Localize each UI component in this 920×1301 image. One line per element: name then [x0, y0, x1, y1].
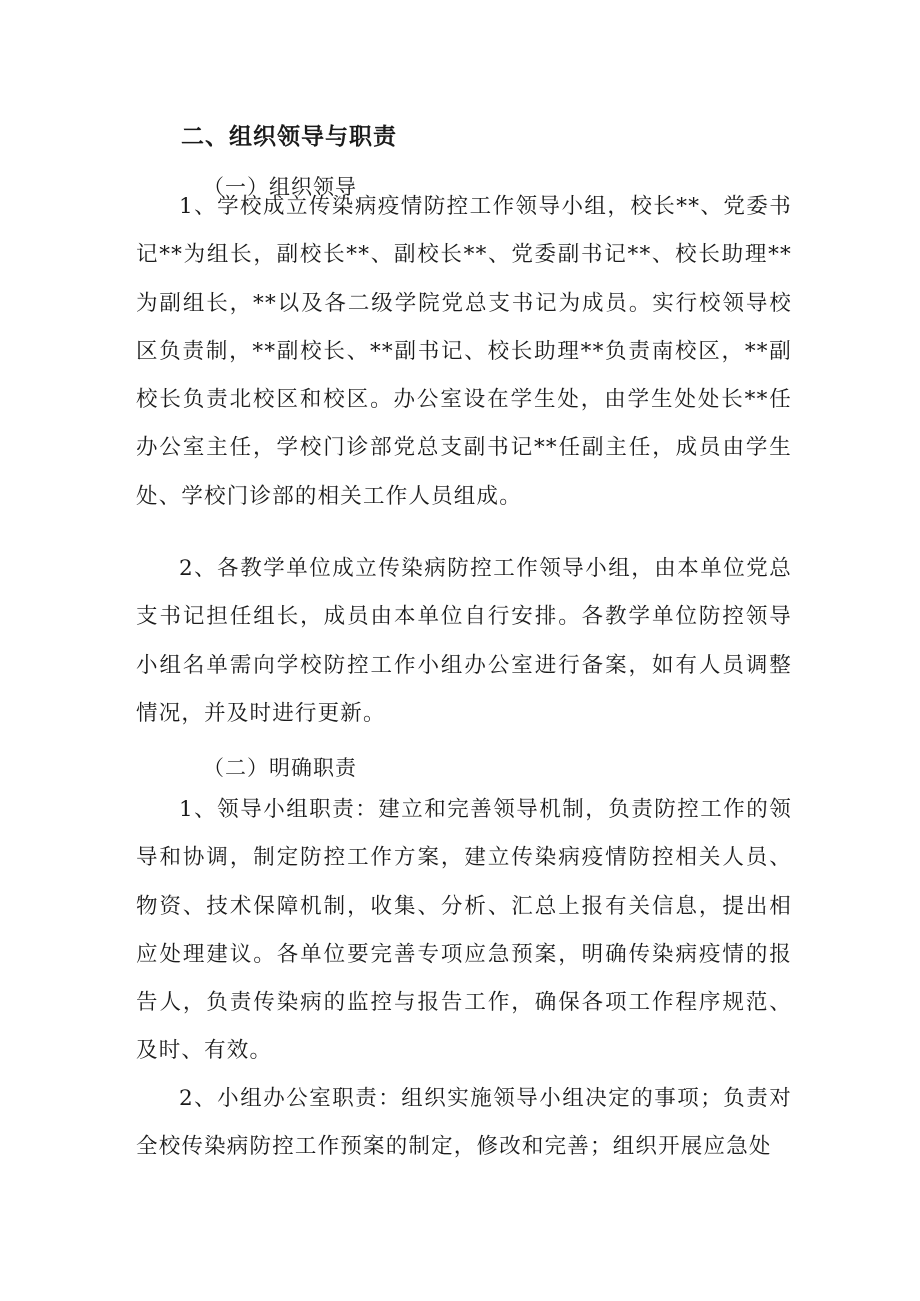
paragraph-office-duties: 2、小组办公室职责：组织实施领导小组决定的事项；负责对全校传染病防控工作预案的制定，修改和完善；组织开展应急处 [136, 1086, 792, 1160]
paragraph-teaching-units: 2、各教学单位成立传染病防控工作领导小组，由本单位党总支书记担任组长，成员由本单位自行安排。各教学单位防控领导小组名单需向学校防控工作小组办公室进行备案，如有人员调整情况，并及时进行更新。 [136, 556, 792, 726]
subsection-heading-duties: （二）明确职责 [203, 756, 357, 780]
subsection-heading-organization: （一）组织领导 [203, 175, 357, 199]
paragraph-leading-group: 1、学校成立传染病疫情防控工作领导小组，校长**、党委书记**为组长，副校长**、副校长**、党委副书记**、校长助理**为副组长，**以及各二级学院党总支书记为成员。实行校领导校区负责制，**副校长、**副书记、校长助理**负责南校区，**副校长负责北校区和校区。办公室设在学生处，由学生处处长**任办公室主任，学校门诊部党总支副书记**任副主任，成员由学生处、学校门诊部的相关工作人员组成。 [136, 194, 792, 509]
paragraph-group-duties: 1、领导小组职责：建立和完善领导机制，负责防控工作的领导和协调，制定防控工作方案，建立传染病疫情防控相关人员、物资、技术保障机制，收集、分析、汇总上报有关信息，提出相应处理建议。各单位要完善专项应急预案，明确传染病疫情的报告人，负责传染病的监控与报告工作，确保各项工作程序规范、及时、有效。 [136, 797, 792, 1064]
section-heading: 二、组织领导与职责 [181, 124, 397, 150]
